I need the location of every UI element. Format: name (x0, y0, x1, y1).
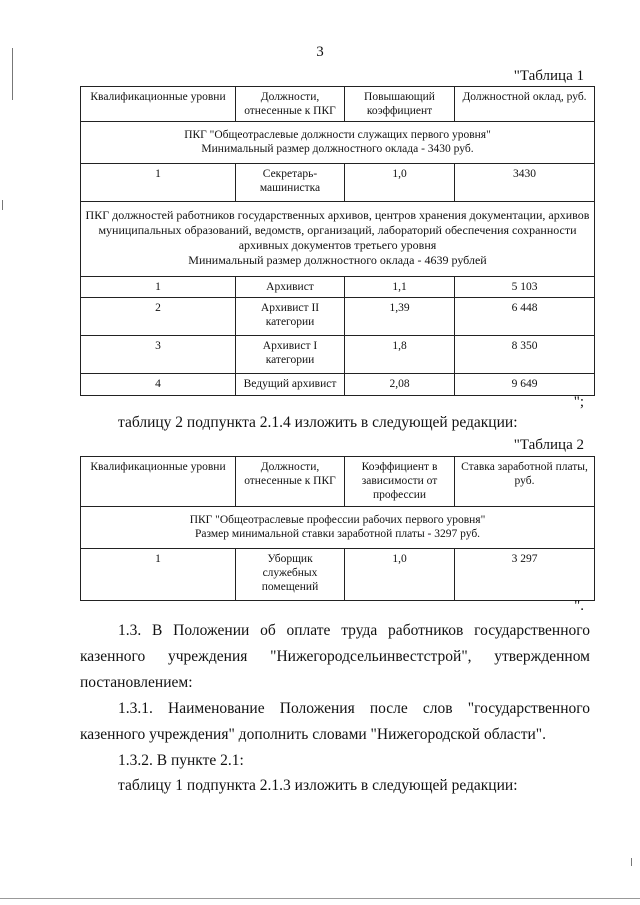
table1-cell-coef: 1,39 (345, 298, 455, 336)
table1-label: "Таблица 1 (513, 68, 584, 84)
page-number: 3 (316, 44, 324, 60)
table2 (80, 456, 595, 601)
table1-cell-salary: 5 103 (455, 277, 595, 298)
table1-cell-salary: 8 350 (455, 336, 595, 374)
table1-cell-position: Секретарь-машинистка (236, 164, 345, 202)
paragraph-1-3-line2: казенного учреждения "Нижегородсельинвестстрой", утвержденном (80, 648, 590, 665)
table1-cell-level: 2 (81, 298, 236, 336)
table2-intro-paragraph: таблицу 2 подпункта 2.1.4 изложить в следующей редакции: (118, 414, 518, 431)
table2-cell-salary: 3 297 (455, 549, 595, 601)
table1-cell-level: 4 (81, 374, 236, 396)
table1-cell-position: Архивист I категории (236, 336, 345, 374)
table2-header-coef: Коэффициент в зависимости от профессии (345, 457, 455, 507)
table1-group2-row (81, 202, 595, 277)
table1-cell-coef: 2,08 (345, 374, 455, 396)
table2-header-level: Квалификационные уровни (81, 457, 236, 507)
table1-group2-title-line2: Минимальный размер должностного оклада - 4639 рублей (188, 253, 487, 267)
table1-group2-title-line1: ПКГ должностей работников государственных архивов, центров хранения документации, архивов муниципальных образований, ведомств, организаций, лабораторий обеспечения сохранности архивных документов третьего уровня (85, 208, 590, 252)
table1-header-level: Квалификационные уровни (81, 87, 236, 122)
scan-mark-left-mid (2, 200, 3, 210)
table2-header-row (81, 457, 595, 507)
table1-group1-title-line2: Минимальный размер должностного оклада - 3430 руб. (201, 143, 474, 155)
table1-cell-position: Архивист II категории (236, 298, 345, 336)
table-row (81, 277, 595, 298)
table1 (80, 86, 595, 396)
table1-cell-salary: 3430 (455, 164, 595, 202)
table2-group-title (81, 507, 595, 549)
table2-group-row (81, 507, 595, 549)
table2-group-title-line2: Размер минимальной ставки заработной платы - 3297 руб. (194, 528, 481, 540)
table2-header-salary: Ставка заработной платы, руб. (455, 457, 595, 507)
paragraph-1-3-1-line2: казенного учреждения" дополнить словами "Нижегородской области". (80, 726, 546, 743)
paragraph-1-3-2: 1.3.2. В пункте 2.1: (118, 752, 244, 769)
scan-mark-bottom-line (0, 898, 640, 899)
table2-cell-position: Уборщик служебных помещений (236, 549, 345, 601)
paragraph-1-3-1-line1: 1.3.1. Наименование Положения после слов "государственного (118, 700, 590, 717)
table1-cell-coef: 1,8 (345, 336, 455, 374)
table2-label: "Таблица 2 (513, 437, 584, 453)
table1-intro-paragraph: таблицу 1 подпункта 2.1.3 изложить в следующей редакции: (118, 777, 518, 794)
table2-cell-coef: 1,0 (345, 549, 455, 601)
table2-group-title-line1: ПКГ "Общеотраслевые профессии рабочих первого уровня" (189, 514, 486, 526)
table2-cell-level: 1 (81, 549, 236, 601)
scan-mark-left-top (12, 48, 13, 100)
table-row (81, 298, 595, 336)
table1-header-row (81, 87, 595, 122)
table1-group1-title-line1: ПКГ "Общеотраслевые должности служащих первого уровня" (184, 129, 491, 141)
table1-cell-salary: 9 649 (455, 374, 595, 396)
table1-cell-coef: 1,0 (345, 164, 455, 202)
table1-header-position: Должности, отнесенные к ПКГ (236, 87, 345, 122)
table1-cell-level: 3 (81, 336, 236, 374)
table-row (81, 336, 595, 374)
table1-cell-coef: 1,1 (345, 277, 455, 298)
table1-group1-row (81, 122, 595, 164)
table2-header-position: Должности, отнесенные к ПКГ (236, 457, 345, 507)
table-row (81, 374, 595, 396)
table1-cell-level: 1 (81, 164, 236, 202)
table1-group2-title (81, 202, 595, 277)
table1-cell-position: Архивист (236, 277, 345, 298)
table1-cell-level: 1 (81, 277, 236, 298)
table1-group1-title (81, 122, 595, 164)
paragraph-1-3-line1: 1.3. В Положении об оплате труда работников государственного (118, 622, 590, 639)
table1-header-coef: Повышающий коэффициент (345, 87, 455, 122)
table2-closing-mark: ". (574, 598, 584, 614)
scan-mark-right-bottom (631, 858, 632, 866)
table-row (81, 549, 595, 601)
table1-cell-position: Ведущий архивист (236, 374, 345, 396)
table1-header-salary: Должностной оклад, руб. (455, 87, 595, 122)
paragraph-1-3-line3: постановлением: (80, 674, 193, 691)
table1-closing-mark: "; (573, 394, 584, 410)
table1-cell-salary: 6 448 (455, 298, 595, 336)
table-row (81, 164, 595, 202)
